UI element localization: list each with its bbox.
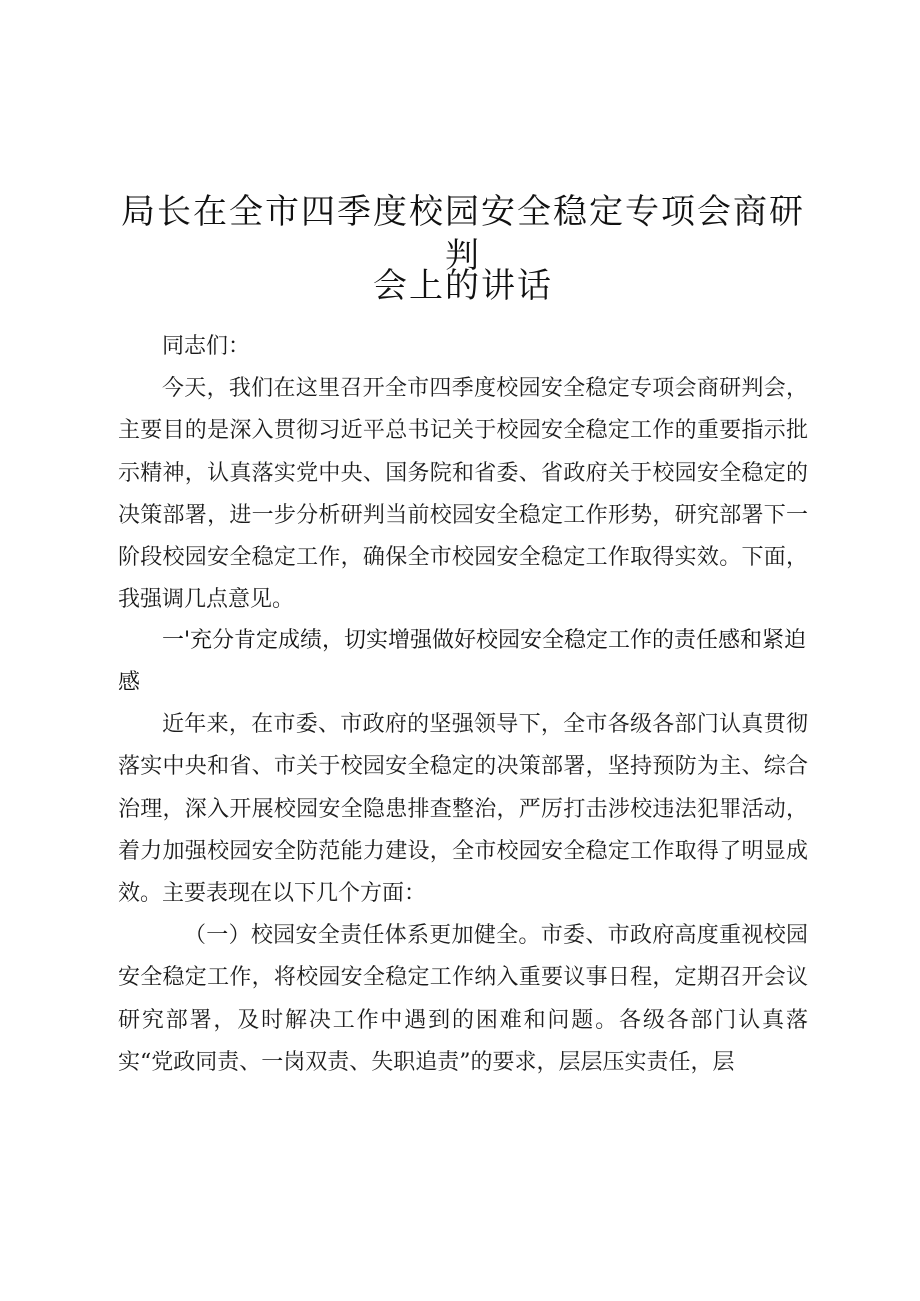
section-1-heading: 一'充分肯定成绩，切实增强做好校园安全稳定工作的责任感和紧迫感 [118, 628, 807, 695]
greeting: 同志们： [162, 334, 251, 359]
section-1-body: 近年来，在市委、市政府的坚强领导下，全市各级各部门认真贯彻落实中央和省、市关于校园安全稳定的决策部署，坚持预防为主、综合治理，深入开展校园安全隐患排查整治，严厉打击涉校违法犯罪活动，着力加强校园安全防范能力建设，全市校园安全稳定工作取得了明显成效。主要表现在以下几个方面： [118, 712, 808, 907]
intro-paragraph: 今天，我们在这里召开全市四季度校园安全稳定专项会商研判会，主要目的是深入贯彻习近平总书记关于校园安全稳定工作的重要指示批示精神，认真落实党中央、国务院和省委、省政府关于校园安全稳定的决策部署，进一步分析研判当前校园安全稳定工作形势，研究部署下一阶段校园安全稳定工作，确保全市校园安全稳定工作取得实效。下面，我强调几点意见。 [118, 376, 808, 613]
document-title-line-1: 局长在全市四季度校园安全稳定专项会商研判 [121, 192, 805, 276]
document-title-line-2: 会上的讲话 [373, 266, 553, 306]
subsection-1-paragraph: （一）校园安全责任体系更加健全。市委、市政府高度重视校园安全稳定工作，将校园安全稳定工作纳入重要议事日程，定期召开会议研究部署，及时解决工作中遇到的困难和问题。各级各部门认真落实“党政同责、一岗双责、失职追责”的要求，层层压实责任，层 [118, 923, 808, 1075]
